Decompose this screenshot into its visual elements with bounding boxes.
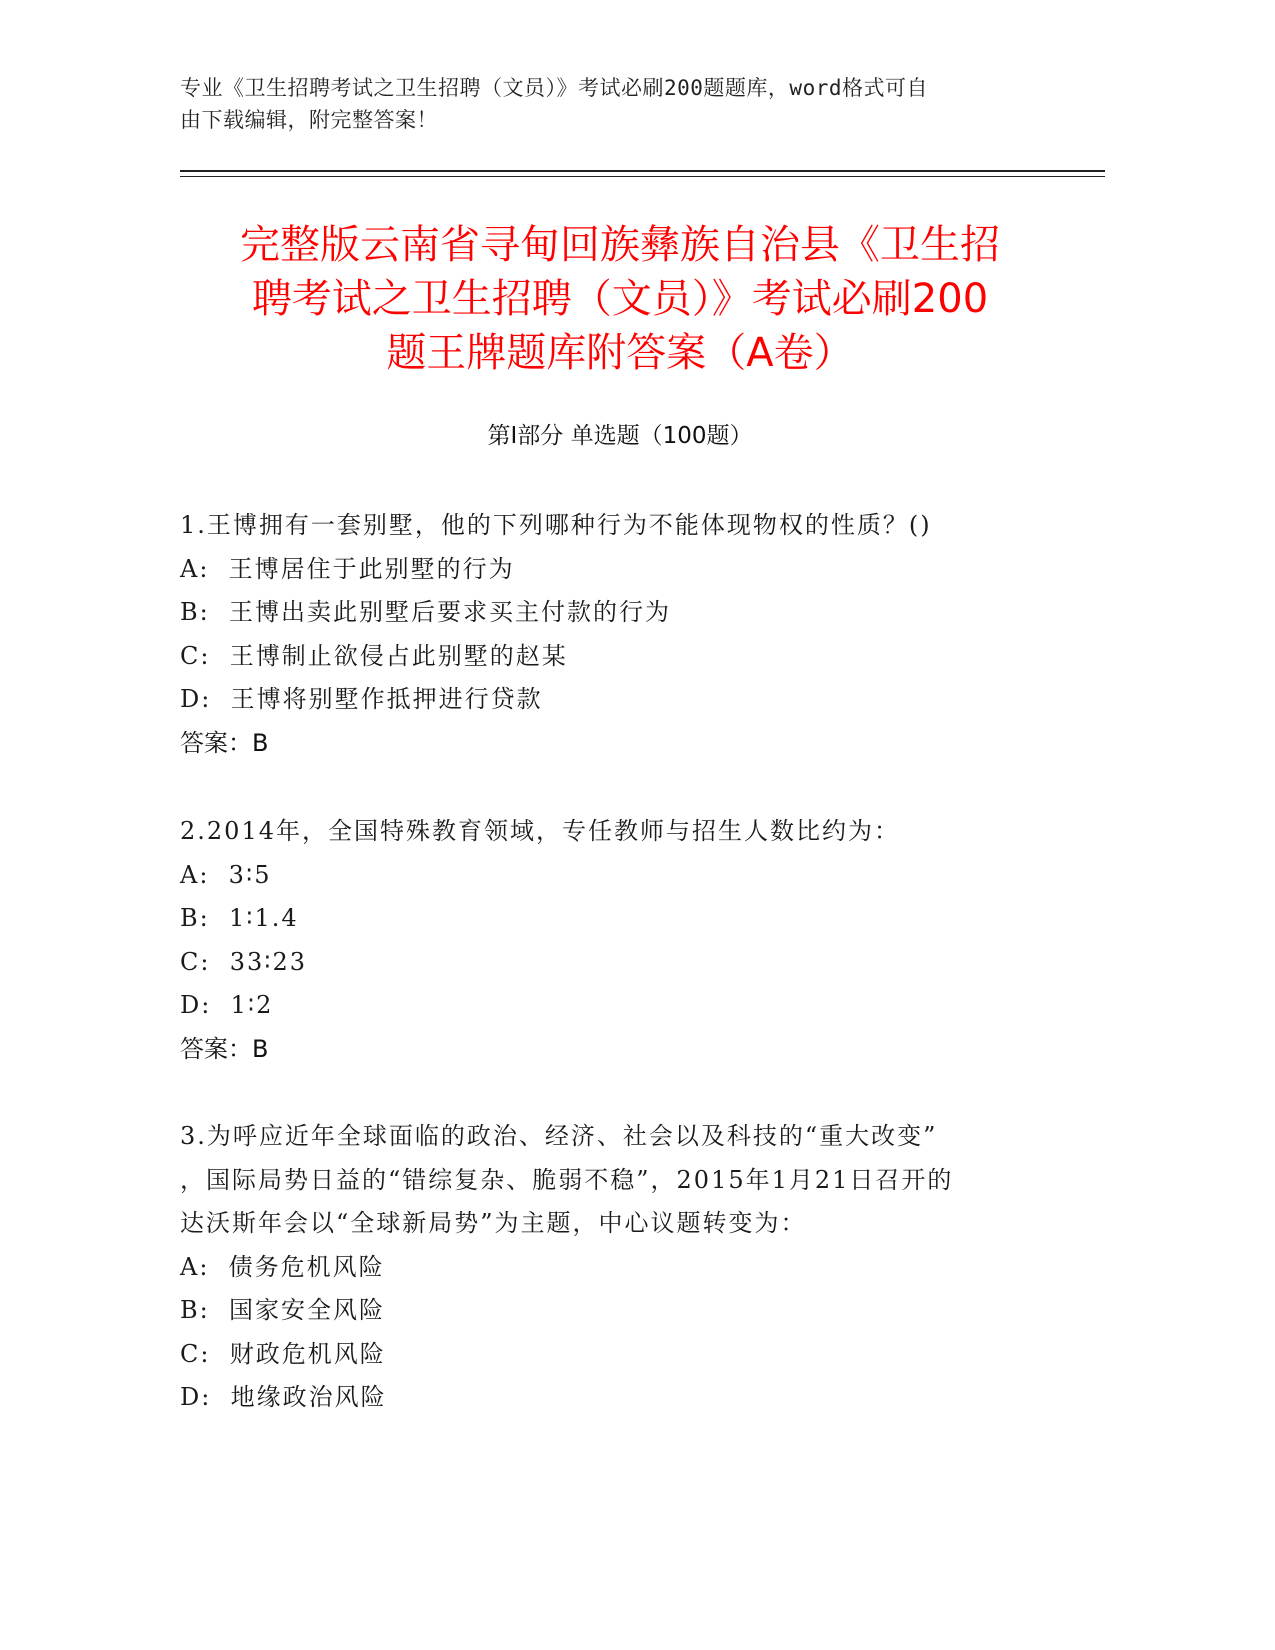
option-d: D: 1∶2 [180, 991, 274, 1019]
option-b: B: 1∶1.4 [180, 904, 299, 932]
question-2 [180, 810, 1060, 1071]
header-note-line-1: 专业《卫生招聘考试之卫生招聘（文员）》考试必刷200题题库，word格式可自 [180, 76, 928, 100]
question-stem-line-3: 达沃斯年会以“全球新局势”为主题，中心议题转变为： [180, 1209, 807, 1237]
answer: 答案：B [180, 1034, 269, 1063]
document-title-line-3: 题王牌题库附答案（A卷） [386, 330, 854, 376]
header-note [180, 72, 1060, 136]
option-c: C: 财政危机风险 [180, 1339, 386, 1368]
section-heading: 第Ⅰ部分 单选题（100题） [487, 423, 753, 449]
document-title-line-1: 完整版云南省寻甸回族彝族自治县《卫生招 [240, 222, 1000, 268]
header-divider-thin [180, 176, 1105, 177]
option-a: A: 债务危机风险 [180, 1252, 385, 1281]
question-stem-line-2: ，国际局势日益的“错综复杂、脆弱不稳”，2015年1月21日召开的 [180, 1165, 954, 1194]
option-c: C: 33∶23 [180, 947, 308, 976]
document-title-line-2: 聘考试之卫生招聘（文员）》考试必刷200 [251, 276, 989, 322]
header-note-line-2: 由下载编辑，附完整答案！ [180, 108, 438, 132]
question-1 [180, 504, 1060, 765]
question-3 [180, 1115, 1060, 1420]
option-a: A: 3∶5 [180, 860, 272, 889]
option-d: D: 地缘政治风险 [180, 1383, 387, 1411]
option-d: D: 王博将别墅作抵押进行贷款 [180, 685, 543, 713]
question-stem: 1.王博拥有一套别墅，他的下列哪种行为不能体现物权的性质？() [180, 511, 932, 539]
header-divider-thick [180, 170, 1105, 172]
question-stem-line-1: 3.为呼应近年全球面临的政治、经济、社会以及科技的“重大改变” [180, 1122, 938, 1150]
option-b: B: 王博出卖此别墅后要求买主付款的行为 [180, 598, 671, 626]
option-c: C: 王博制止欲侵占此别墅的赵某 [180, 641, 568, 670]
answer: 答案：B [180, 728, 269, 757]
question-stem: 2.2014年，全国特殊教育领域，专任教师与招生人数比约为： [180, 817, 900, 845]
document-title [180, 218, 1060, 380]
option-a: A: 王博居住于此别墅的行为 [180, 554, 515, 583]
option-b: B: 国家安全风险 [180, 1296, 385, 1324]
